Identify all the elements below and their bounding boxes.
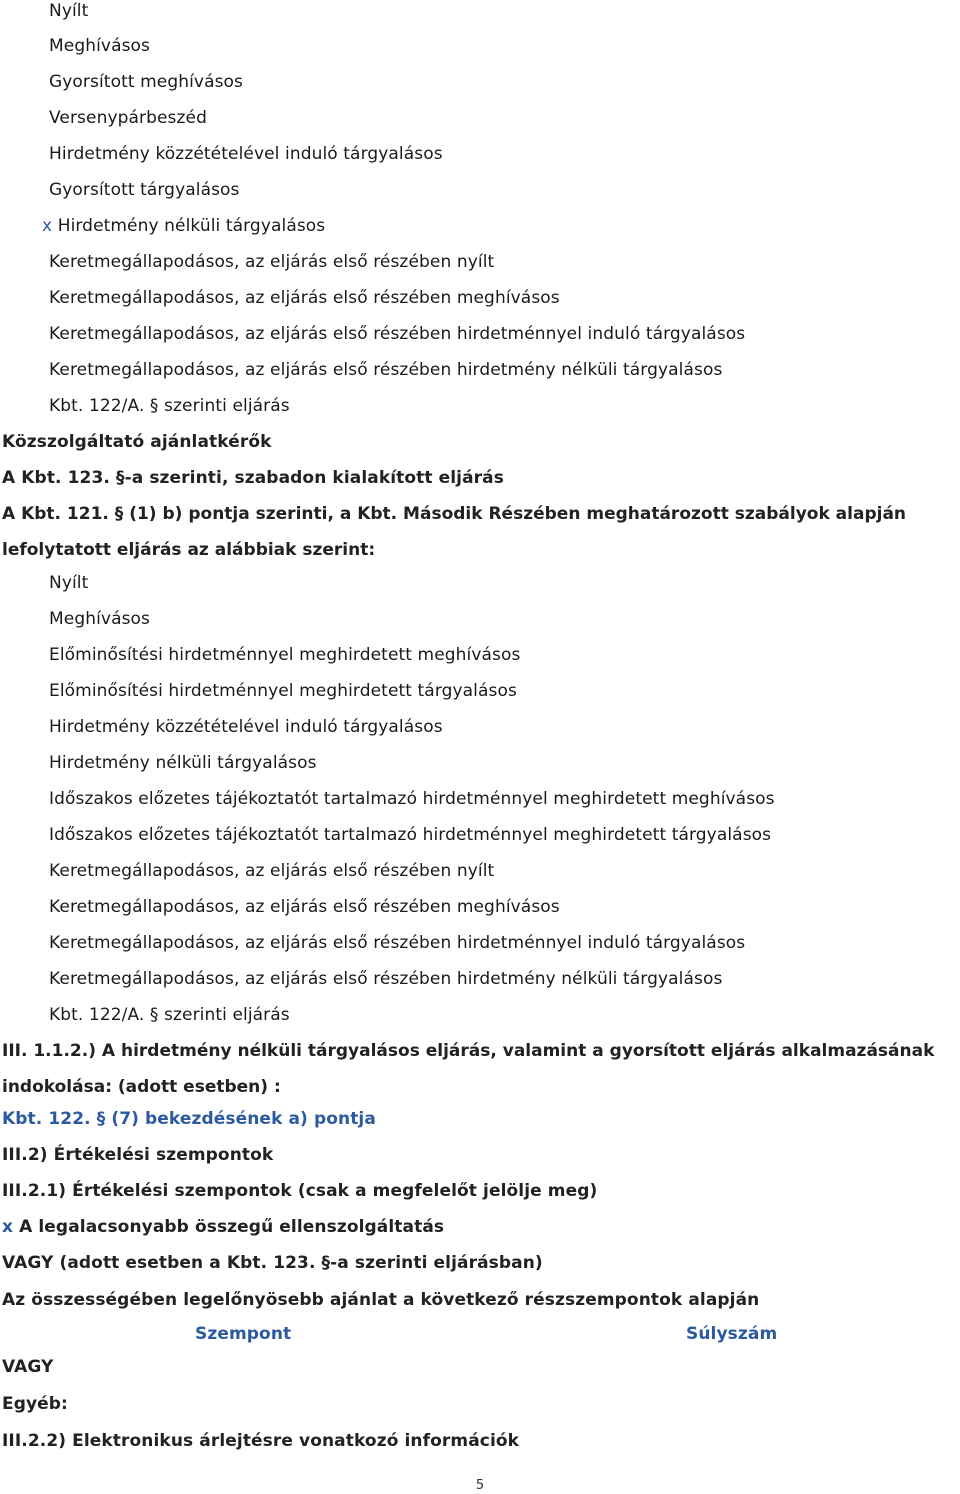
procedure-option: Gyorsított meghívásos xyxy=(49,72,244,92)
selection-mark: x xyxy=(2,1217,14,1237)
procedure-option: Keretmegállapodásos, az eljárás első részében hirdetmény nélküli tárgyalásos xyxy=(49,969,723,989)
procedure-option: Meghívásos xyxy=(49,36,151,56)
weight-column-header: Súlyszám xyxy=(686,1324,778,1344)
procedure-option: Kbt. 122/A. § szerinti eljárás xyxy=(49,1005,290,1025)
page-number: 5 xyxy=(475,1478,485,1493)
criterion-column-header: Szempont xyxy=(195,1324,292,1344)
procedure-option: Keretmegállapodásos, az eljárás első részében meghívásos xyxy=(49,897,560,917)
kbt121-paragraph: A Kbt. 121. § (1) b) pontja szerinti, a Kbt. Második Részében meghatározott szabályok alapján lefolytatott eljárás az alábbiak szerint: xyxy=(2,504,907,560)
procedure-option: Előminősítési hirdetménnyel meghirdetett meghívásos xyxy=(49,645,521,665)
procedure-option: Keretmegállapodásos, az eljárás első részében meghívásos xyxy=(49,288,560,308)
procedure-option: Időszakos előzetes tájékoztatót tartalmazó hirdetménnyel meghirdetett meghívásos xyxy=(49,789,775,809)
justification-reference: Kbt. 122. § (7) bekezdésének a) pontja xyxy=(2,1109,376,1129)
procedure-option: Keretmegállapodásos, az eljárás első részében nyílt xyxy=(49,861,495,881)
procedure-option-selected: x Hirdetmény nélküli tárgyalásos xyxy=(42,216,326,236)
other-option: Egyéb: xyxy=(2,1394,68,1414)
procedure-option: Hirdetmény közzétételével induló tárgyalásos xyxy=(49,144,443,164)
procedure-option: Hirdetmény nélküli tárgyalásos xyxy=(49,753,317,773)
procedure-option: Keretmegállapodásos, az eljárás első részében hirdetmény nélküli tárgyalásos xyxy=(49,360,723,380)
kbt123-procedure: A Kbt. 123. §-a szerinti, szabadon kialakított eljárás xyxy=(2,468,504,488)
procedure-option: Időszakos előzetes tájékoztatót tartalmazó hirdetménnyel meghirdetett tárgyalásos xyxy=(49,825,772,845)
procedure-option: Kbt. 122/A. § szerinti eljárás xyxy=(49,396,290,416)
selection-mark: x xyxy=(42,216,53,236)
best-value-option: Az összességében legelőnyösebb ajánlat a következő részszempontok alapján xyxy=(2,1290,760,1310)
procedure-option: Meghívásos xyxy=(49,609,151,629)
procedure-option: Keretmegállapodásos, az eljárás első részében nyílt xyxy=(49,252,495,272)
or-line: VAGY xyxy=(2,1357,54,1377)
procedure-option: Hirdetmény közzétételével induló tárgyalásos xyxy=(49,717,443,737)
section-iii-1-1-2: III. 1.1.2.) A hirdetmény nélküli tárgyalásos eljárás, valamint a gyorsított eljárás alkalmazásának indokolása: (adott esetben) : xyxy=(2,1041,935,1097)
procedure-option: Keretmegállapodásos, az eljárás első részében hirdetménnyel induló tárgyalásos xyxy=(49,324,746,344)
section-iii-2-heading: III.2) Értékelési szempontok xyxy=(2,1145,274,1165)
section-iii-2-2-heading: III.2.2) Elektronikus árlejtésre vonatkozó információk xyxy=(2,1431,520,1451)
or-line: VAGY (adott esetben a Kbt. 123. §-a szerinti eljárásban) xyxy=(2,1253,543,1273)
procedure-option: Előminősítési hirdetménnyel meghirdetett tárgyalásos xyxy=(49,681,517,701)
procedure-option: Nyílt xyxy=(49,1,89,21)
lowest-price-option: x A legalacsonyabb összegű ellenszolgáltatás xyxy=(2,1217,445,1237)
procedure-option: Nyílt xyxy=(49,573,89,593)
utility-heading: Közszolgáltató ajánlatkérők xyxy=(2,432,272,452)
procedure-option: Keretmegállapodásos, az eljárás első részében hirdetménnyel induló tárgyalásos xyxy=(49,933,746,953)
section-iii-2-1-heading: III.2.1) Értékelési szempontok (csak a megfelelőt jelölje meg) xyxy=(2,1181,598,1201)
procedure-option: Versenypárbeszéd xyxy=(49,108,207,128)
procedure-option: Gyorsított tárgyalásos xyxy=(49,180,240,200)
